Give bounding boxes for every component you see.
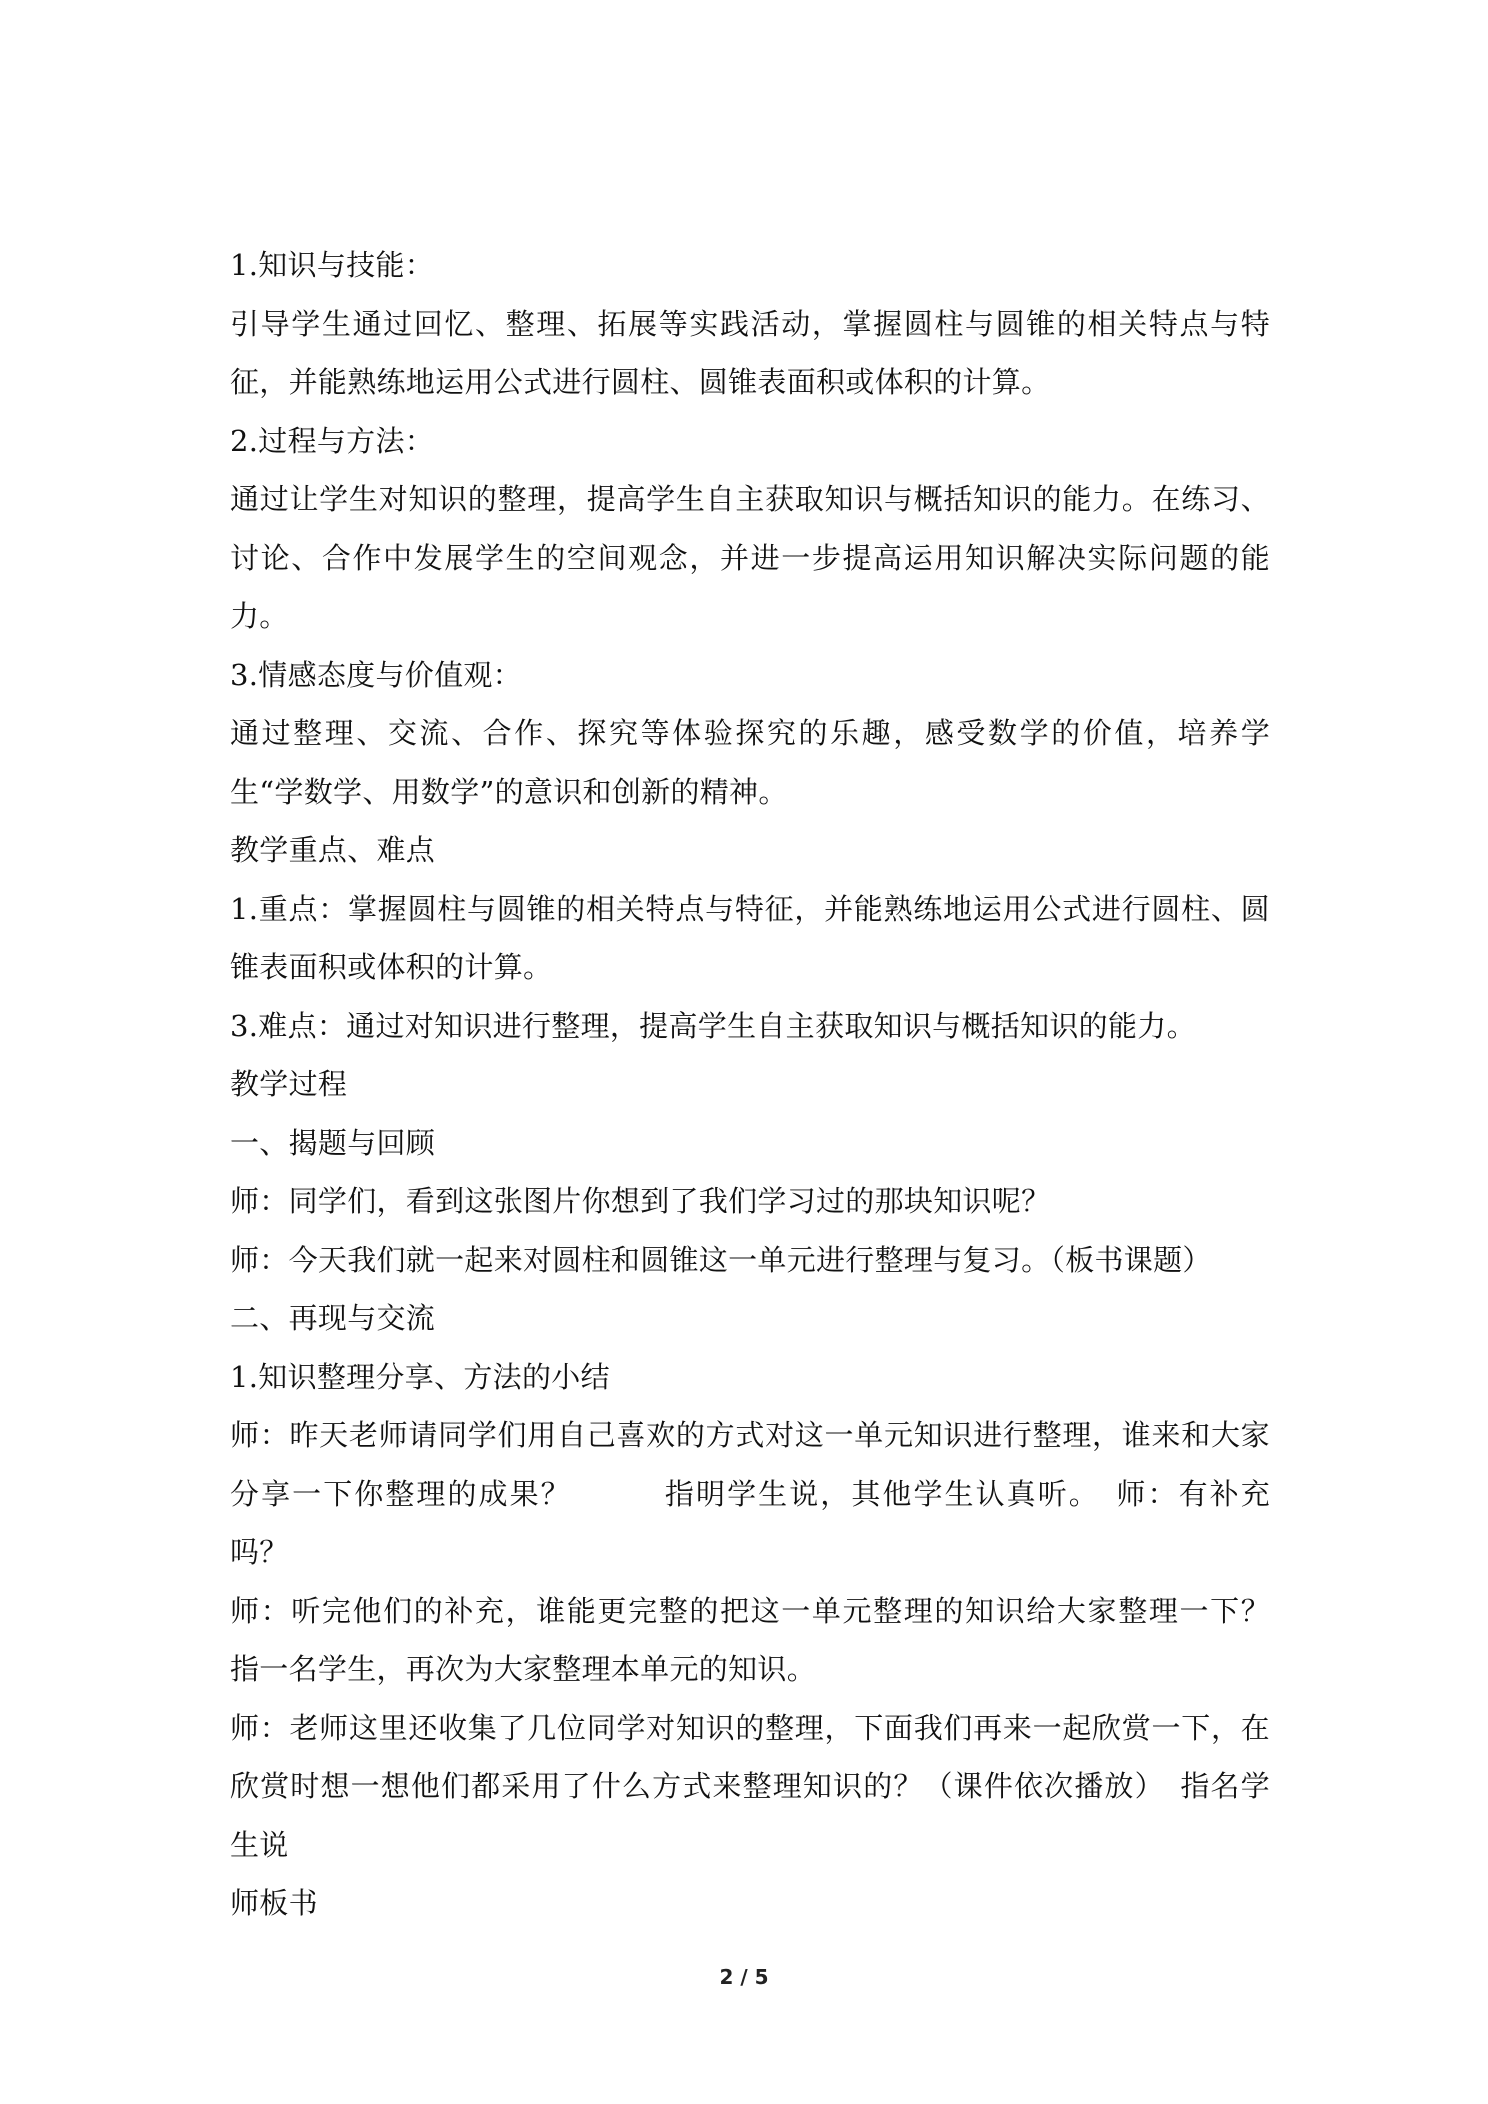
paragraph-teacher-question: 师：同学们，看到这张图片你想到了我们学习过的那块知识呢？	[230, 1184, 1051, 1218]
paragraph-emotion-values: 通过整理、交流、合作、探究等体验探究的乐趣，感受数学的价值，培养学生“学数学、用数学”的意识和创新的精神。	[230, 716, 1270, 809]
heading-knowledge-skills: 1.知识与技能：	[230, 248, 435, 282]
heading-knowledge-summary: 1.知识整理分享、方法的小结	[230, 1359, 610, 1394]
page-number: 2 / 5	[719, 1965, 769, 1989]
heading-emotion-values: 3.情感态度与价值观：	[230, 657, 522, 692]
paragraph-teacher-board: 师板书	[230, 1886, 318, 1920]
document-body	[230, 236, 1300, 1933]
paragraph-process-method: 通过让学生对知识的整理，提高学生自主获取知识与概括知识的能力。在练习、讨论、合作中发展学生的空间观念，并进一步提高运用知识解决实际问题的能力。	[230, 482, 1270, 633]
paragraph-teacher-complete: 师：听完他们的补充，谁能更完整的把这一单元整理的知识给大家整理一下？ 指一名学生，再次为大家整理本单元的知识。	[230, 1593, 1300, 1686]
paragraph-teacher-share: 师：昨天老师请同学们用自己喜欢的方式对这一单元知识进行整理，谁来和大家分享一下你整理的成果？ 指明学生说，其他学生认真听。 师：有补充吗？	[230, 1418, 1270, 1569]
heading-section-two: 二、再现与交流	[230, 1301, 436, 1335]
paragraph-teacher-collection: 师：老师这里还收集了几位同学对知识的整理，下面我们再来一起欣赏一下，在欣赏时想一想他们都采用了什么方式来整理知识的？（课件依次播放） 指名学生说	[230, 1710, 1270, 1862]
paragraph-key-point: 1.重点：掌握圆柱与圆锥的相关特点与特征，并能熟练地运用公式进行圆柱、圆锥表面积或体积的计算。	[230, 891, 1270, 984]
paragraph-teacher-intro: 师：今天我们就一起来对圆柱和圆锥这一单元进行整理与复习。（板书课题）	[230, 1242, 1212, 1277]
paragraph-knowledge-skills: 引导学生通过回忆、整理、拓展等实践活动，掌握圆柱与圆锥的相关特点与特征，并能熟练地运用公式进行圆柱、圆锥表面积或体积的计算。	[230, 306, 1270, 399]
heading-process-method: 2.过程与方法：	[230, 423, 435, 458]
heading-teaching-process: 教学过程	[230, 1067, 348, 1101]
heading-section-one: 一、揭题与回顾	[230, 1125, 436, 1160]
paragraph-difficult-point: 3.难点：通过对知识进行整理，提高学生自主获取知识与概括知识的能力。	[230, 1008, 1196, 1043]
heading-key-difficult-points: 教学重点、难点	[230, 833, 436, 867]
